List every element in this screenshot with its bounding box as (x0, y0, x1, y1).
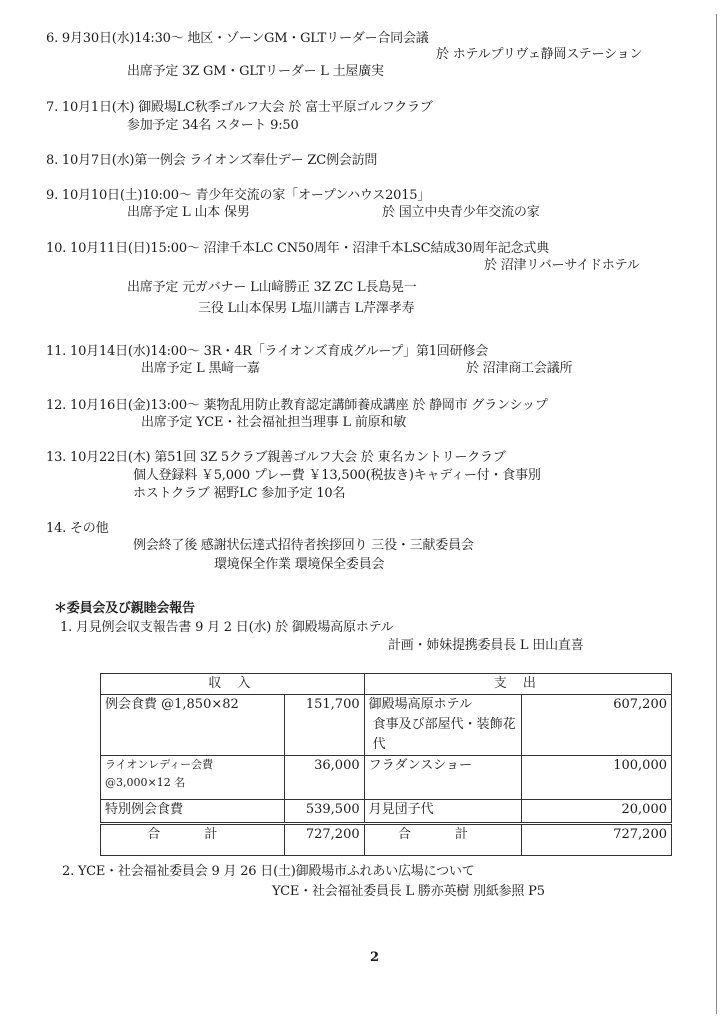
item-10-attendees-2: 三役 L山本保男 L塩川講吉 L芹澤孝寿 (198, 301, 415, 316)
item-11-title: 11. 10月14日(水)14:00～ 3R・4R「ライオンズ育成グループ」第1回研修会 (46, 344, 489, 359)
item-12-attendees: 出席予定 YCE・社会福祉担当理事 L 前原和敏 (141, 415, 407, 430)
item-8-title: 8. 10月7日(水)第一例会 ライオンズ奉仕デー ZC例会訪問 (46, 153, 378, 168)
item-13-host: ホストクラブ 裾野LC 参加予定 10名 (133, 486, 346, 501)
income-label-detail: @3,000×12 名 (105, 776, 186, 789)
item-11-attendees: 出席予定 L 黒﨑一嘉 (141, 361, 260, 376)
expense-label-cell (364, 695, 522, 756)
item-6-venue: 於 ホテルプリヴェ静岡ステーション (436, 47, 643, 62)
table-total-row (101, 824, 672, 856)
report-heading: ＊委員会及び親睦会報告 (54, 601, 195, 616)
item-12-title: 12. 10月16日(金)13:00～ 薬物乱用防止教育認定講師養成講座 於 静岡市 グランシップ (46, 398, 548, 413)
expense-amount: 607,200 (522, 695, 672, 756)
income-label: ライオンレディー会費 (105, 758, 214, 771)
item-11-venue: 於 沼津商工会議所 (466, 361, 573, 376)
report-1-title: 1. 月見例会収支報告書 9 月 2 日(水) 於 御殿場高原ホテル (60, 620, 394, 635)
expense-header: 支 出 (364, 674, 671, 695)
income-header: 収 入 (101, 674, 365, 695)
income-label-cell (101, 756, 285, 800)
page-edge-line (716, 14, 717, 1014)
table-header-row (101, 674, 672, 695)
expense-amount: 20,000 (522, 800, 672, 824)
item-10-attendees: 出席予定 元ガバナー L山﨑勝正 3Z ZC L長島晃一 (127, 280, 417, 295)
report-1-responsible: 計画・姉妹提携委員長 L 田山直喜 (388, 638, 584, 653)
table-row (101, 756, 672, 800)
report-2-title: 2. YCE・社会福祉委員会 9 月 26 日(土)御殿場市ふれあい広場について (62, 864, 475, 879)
item-14-line-1: 例会終了後 感謝状伝達式招待者挨拶回り 三役・三献委員会 (133, 538, 474, 553)
page-number: 2 (370, 950, 380, 965)
income-total-label: 合 計 (101, 824, 285, 856)
expense-amount: 100,000 (522, 756, 672, 800)
expense-label-detail: 食事及び部屋代・装飾花代 (372, 717, 516, 752)
item-9-attendees: 出席予定 L 山本 保男 (127, 205, 250, 220)
item-9-title: 9. 10月10日(土)10:00～ 青少年交流の家「オープンハウス2015」 (46, 188, 431, 203)
income-amount: 151,700 (284, 695, 364, 756)
income-amount: 539,500 (284, 800, 364, 824)
item-6-title: 6. 9月30日(水)14:30～ 地区・ゾーンGM・GLTリーダー合同会議 (46, 31, 429, 46)
item-13-fees: 個人登録料 ￥5,000 プレー費 ￥13,500(税抜き)キャディー付・食事別 (133, 468, 541, 483)
income-expense-table (100, 673, 672, 856)
item-6-attendees: 出席予定 3Z GM・GLTリーダー L 土屋廣実 (127, 64, 384, 79)
income-amount: 36,000 (284, 756, 364, 800)
income-label: 特別例会食費 (101, 800, 285, 824)
expense-label: 月見団子代 (364, 800, 522, 824)
item-10-title: 10. 10月11日(日)15:00～ 沼津千本LC CN50周年・沼津千本LSC結成30周年記念式典 (46, 241, 550, 256)
report-2-responsible: YCE・社会福祉委員長 L 勝亦英樹 別紙参照 P5 (272, 884, 545, 899)
expense-label: フラダンスショー (364, 756, 522, 800)
item-9-venue: 於 国立中央青少年交流の家 (382, 205, 540, 220)
expense-label: 御殿場高原ホテル (368, 697, 472, 712)
expense-total: 727,200 (522, 824, 672, 856)
income-total: 727,200 (284, 824, 364, 856)
item-14-line-2: 環境保全作業 環境保全委員会 (214, 557, 385, 572)
item-7-participants: 参加予定 34名 スタート 9:50 (127, 118, 299, 133)
item-13-title: 13. 10月22日(木) 第51回 3Z 5クラブ親善ゴルフ大会 於 東名カントリークラブ (46, 450, 506, 465)
item-7-title: 7. 10月1日(木) 御殿場LC秋季ゴルフ大会 於 富士平原ゴルフクラブ (46, 100, 433, 115)
table-row (101, 800, 672, 824)
item-14-title: 14. その他 (46, 521, 109, 536)
expense-total-label: 合 計 (364, 824, 522, 856)
table-row (101, 695, 672, 756)
item-10-venue: 於 沼津リバーサイドホテル (484, 258, 640, 273)
income-label: 例会食費 @1,850×82 (101, 695, 285, 756)
